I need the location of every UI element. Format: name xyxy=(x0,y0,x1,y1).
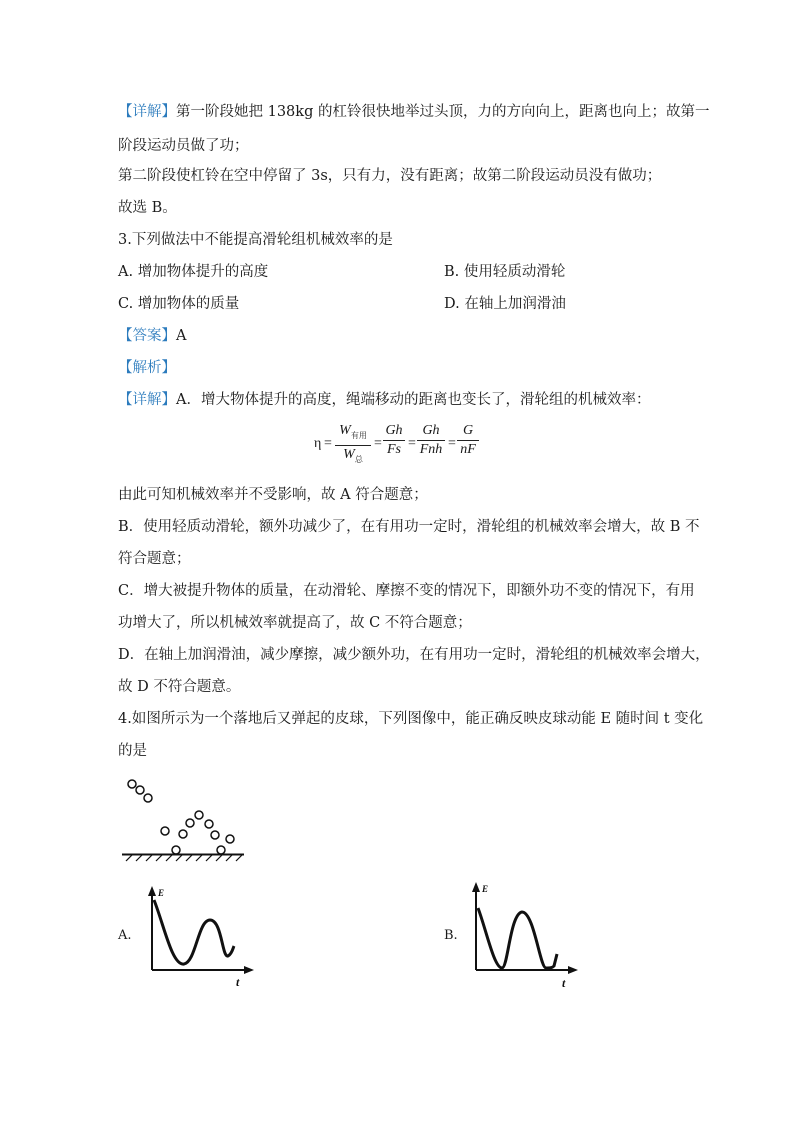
text-line-3: 第二阶段使杠铃在空中停留了 3s，只有力，没有距离；故第二阶段运动员没有做功； xyxy=(118,168,662,184)
ground-hatching xyxy=(126,855,242,861)
detail-b-line-2: 符合题意； xyxy=(118,551,191,567)
fraction-gh-fnh xyxy=(416,422,446,459)
detail-d-line-2: 故 D 不符合题意。 xyxy=(118,679,241,695)
ball-position xyxy=(144,794,152,802)
after-formula-line: 由此可知机械效率并不受影响，故 A 符合题意； xyxy=(118,487,428,503)
ball-position xyxy=(172,846,180,854)
question-4-stem-1: 4.如图所示为一个落地后又弹起的皮球，下列图像中，能正确反映皮球动能 E 随时间 t 变化 xyxy=(118,711,704,727)
answer-line xyxy=(118,326,186,346)
ball-position xyxy=(179,830,187,838)
f4-num: G xyxy=(462,423,474,438)
graph-a-curve xyxy=(154,900,234,964)
option-d: D. 在轴上加润滑油 xyxy=(444,296,566,312)
detail-a-text: A．增大物体提升的高度，绳端移动的距离也变长了，滑轮组的机械效率： xyxy=(176,392,651,408)
w-total: W xyxy=(343,446,355,462)
graph-b-y-label: E xyxy=(482,884,489,894)
equals-sign-2: = xyxy=(374,436,382,451)
graph-b-label: B. xyxy=(444,928,458,943)
graph-b-x-arrow xyxy=(568,966,578,974)
ball-position xyxy=(211,831,219,839)
answer-value: A xyxy=(176,328,187,344)
w-useful-sub: 有用 xyxy=(350,430,367,440)
analysis-tag: 【解析】 xyxy=(118,360,176,376)
graph-a-x-label: t xyxy=(236,975,240,989)
equals-sign-4: = xyxy=(448,436,456,451)
graph-a xyxy=(140,880,265,990)
bouncing-ball-figure xyxy=(118,772,248,862)
ball-position xyxy=(205,820,213,828)
detail-text: 第一阶段她把 138kg 的杠铃很快地举过头顶，力的方向向上，距离也向上；故第一 xyxy=(176,104,710,120)
ball-position xyxy=(186,819,194,827)
eta-symbol: η xyxy=(314,436,322,451)
graph-b-y-arrow xyxy=(472,882,480,892)
detail-c-line-1: C．增大被提升物体的质量，在动滑轮、摩擦不变的情况下，即额外功不变的情况下，有用 xyxy=(118,583,695,599)
detail-tag-2: 【详解】 xyxy=(118,392,176,408)
graph-a-y-arrow xyxy=(148,886,156,896)
ball-position xyxy=(195,811,203,819)
f3-num: Gh xyxy=(422,423,440,438)
graph-b xyxy=(466,874,591,990)
ball-position xyxy=(136,786,144,794)
graph-a-label: A. xyxy=(118,928,132,943)
ball-position xyxy=(128,780,136,788)
question-4-stem-2: 的是 xyxy=(118,743,147,759)
f4-den: nF xyxy=(460,442,476,457)
detail-c-line-2: 功增大了，所以机械效率就提高了，故 C 不符合题意； xyxy=(118,615,472,631)
text-line-2: 阶段运动员做了功； xyxy=(118,138,249,154)
graph-a-y-label: E xyxy=(158,888,165,898)
graph-b-x-label: t xyxy=(562,976,566,990)
option-a: A. 增加物体提升的高度 xyxy=(118,264,269,280)
f2-num: Gh xyxy=(385,423,403,438)
f3-den: Fnh xyxy=(419,442,443,457)
equals-sign-3: = xyxy=(408,436,416,451)
text-line-4: 故选 B。 xyxy=(118,200,177,216)
w-total-sub: 总 xyxy=(354,454,363,464)
efficiency-formula xyxy=(314,420,494,470)
equals-sign-1: = xyxy=(324,436,332,451)
graph-a-x-arrow xyxy=(244,966,254,974)
w-useful: W xyxy=(339,423,351,438)
graph-b-curve xyxy=(478,908,557,968)
ball-position xyxy=(161,827,169,835)
fraction-work xyxy=(334,422,372,469)
f2-den: Fs xyxy=(387,442,401,457)
ball-position xyxy=(226,835,234,843)
question-3-stem: 3.下列做法中不能提高滑轮组机械效率的是 xyxy=(118,232,393,248)
text-line-1 xyxy=(118,102,709,122)
detail-tag: 【详解】 xyxy=(118,104,176,120)
option-b: B. 使用轻质动滑轮 xyxy=(444,264,566,280)
ball-position xyxy=(217,846,225,854)
option-c: C. 增加物体的质量 xyxy=(118,296,240,312)
detail-a-line xyxy=(118,390,650,410)
fraction-g-nf xyxy=(456,422,480,459)
answer-tag: 【答案】 xyxy=(118,328,176,344)
detail-b-line-1: B．使用轻质动滑轮，额外功减少了，在有用功一定时，滑轮组的机械效率会增大，故 B 不 xyxy=(118,519,700,535)
detail-d-line-1: D．在轴上加润滑油，减少摩擦，减少额外功，在有用功一定时，滑轮组的机械效率会增大， xyxy=(118,647,710,663)
fraction-gh-fs xyxy=(382,422,406,459)
